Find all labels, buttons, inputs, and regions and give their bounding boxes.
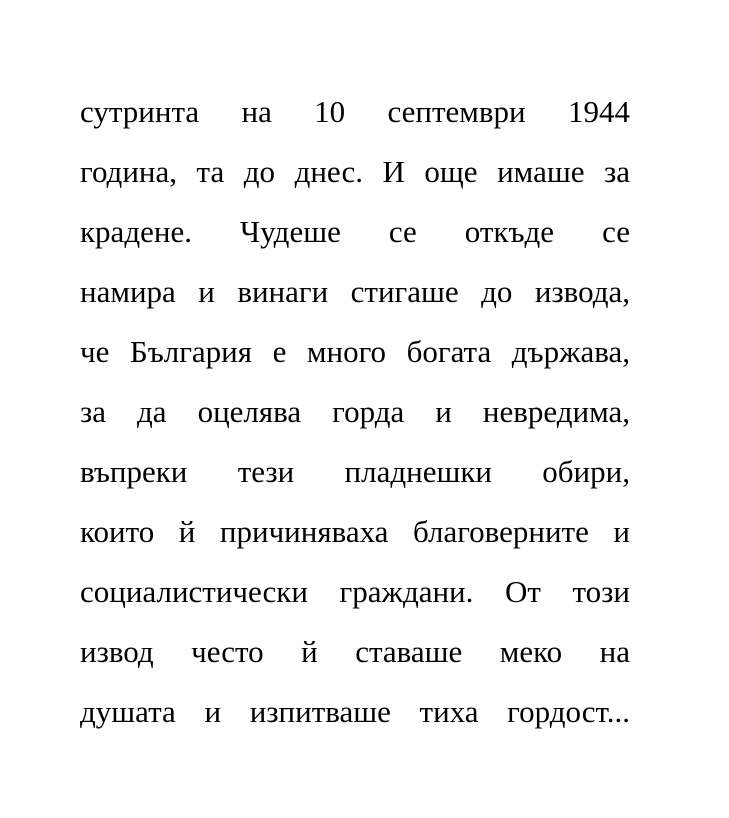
text-line-2: година, та до днес. И още имаше за <box>80 154 630 189</box>
text-line-9: социалистически граждани. От този <box>80 574 630 609</box>
text-line-10: извод често й ставаше меко на <box>80 634 630 669</box>
text-line-8: които й причиняваха благоверните и <box>80 514 630 549</box>
text-line-3: крадене. Чудеше се откъде се <box>80 214 630 249</box>
document-page <box>80 87 630 747</box>
text-line-1: сутринта на 10 септември 1944 <box>80 94 630 129</box>
text-line-7: въпреки тези пладнешки обири, <box>80 454 630 489</box>
text-line-6: за да оцелява горда и невредима, <box>80 394 630 429</box>
text-line-5: че България е много богата държава, <box>80 334 630 369</box>
text-line-4: намира и винаги стигаше до извода, <box>80 274 630 309</box>
text-line-11: душата и изпитваше тиха гордост... <box>80 694 630 729</box>
